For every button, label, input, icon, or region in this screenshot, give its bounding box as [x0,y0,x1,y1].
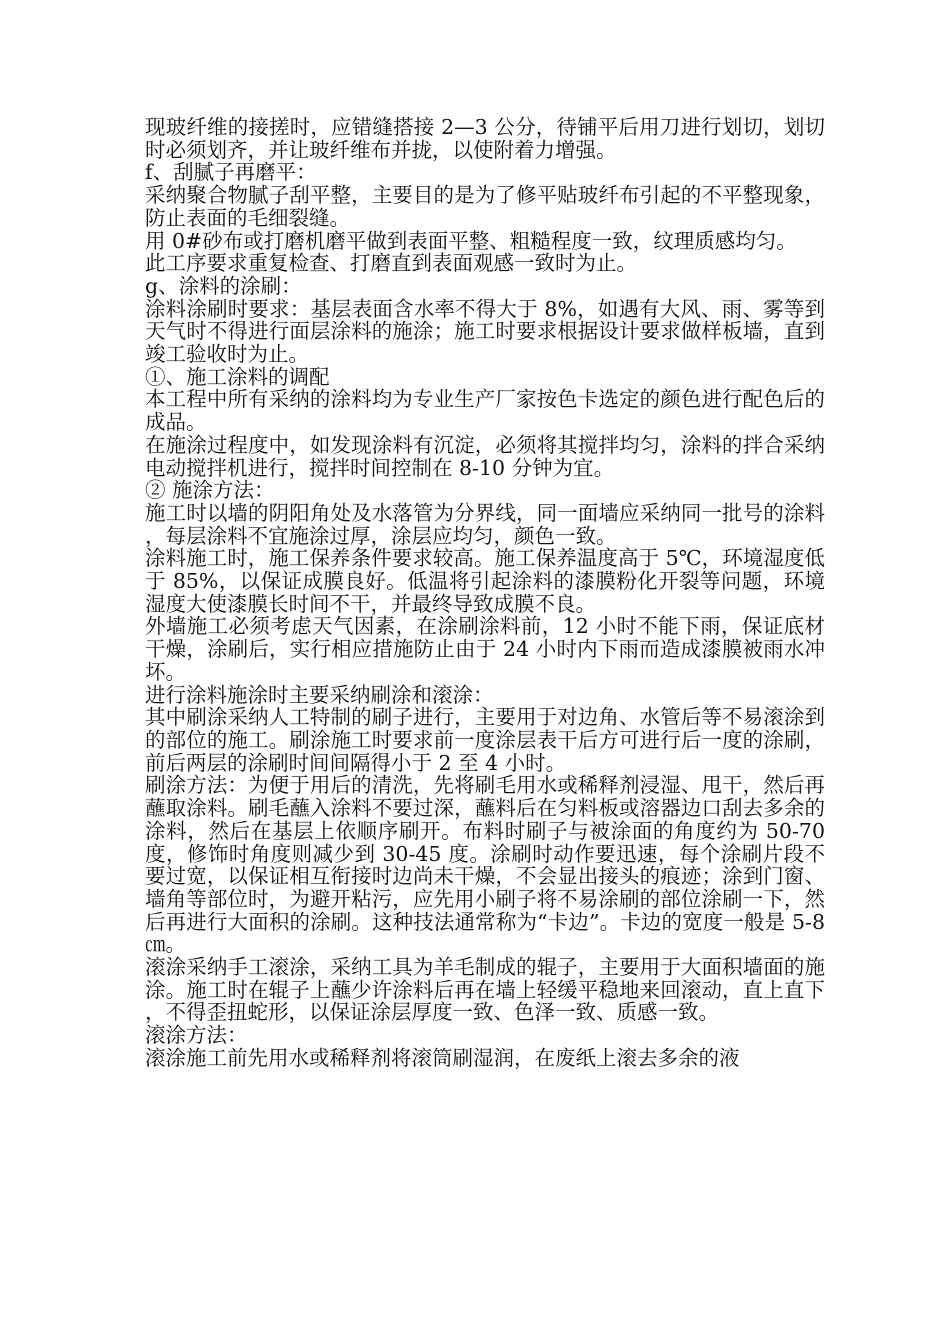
heading-rolling-method: 滚涂方法： [145,1023,248,1048]
document-body [145,116,825,1070]
paragraph-brushing: 其中刷涂采纳人工特制的刷子进行，主要用于对边角、水管后等不易滚涂到的部位的施工。刷涂施工时要求前一度涂层表干后方可进行后一度的涂刷，前后两层的涂刷时间间隔得小于 2 至 4 小时。 [145,705,825,775]
paragraph-coating-requirements: 涂料涂刷时要求：基层表面含水率不得大于 8%，如遇有大风、雨、雾等到天气时不得进行面层涂料的施涂；施工时要求根据设计要求做样板墙，直到竣工验收时为止。 [145,296,825,367]
paragraph-repeat-check: 此工序要求重复检查、打磨直到表面观感一致时为止。 [145,251,637,276]
paragraph-brushing-method: 刷涂方法：为便于用后的清洗，先将刷毛用水或稀释剂浸湿、甩干，然后再蘸取涂料。刷毛蘸入涂料不要过深，蘸料后在匀料板或溶器边口刮去多余的涂料，然后在基层上依顺序刷开。布料时刷子与被涂面的角度约为 50-70 度，修饰时角度则减少到 30-45 度。涂刷时动作要迅速，每个涂刷片段不要过宽，以保证相互衔接时边尚未干燥，不会显出接头的痕迹；涂到门窗、墙角等部位时，为避开粘污，应先用小刷子将不易涂刷的部位涂刷一下，然后再进行大面积的涂刷。这种技法通常称为“卡边”。卡边的宽度一般是 5-8㎝。 [145,773,825,957]
paragraph-weather: 外墙施工必须考虑天气因素，在涂刷涂料前，12 小时不能下雨，保证底材干燥，涂刷后，实行相应措施防止由于 24 小时内下雨而造成漆膜被雨水冲坏。 [145,614,825,684]
paragraph-sanding: 用 0#砂布或打磨机磨平做到表面平整、粗糙程度一致，纹理质感均匀。 [145,228,797,253]
paragraph-rolling: 滚涂采纳手工滚涂，采纳工具为羊毛制成的辊子，主要用于大面积墙面的施涂。施工时在辊子上蘸少许涂料后再在墙上轻缓平稳地来回滚动，直上直下，不得歪扭蛇形，以保证涂层厚度一致、色泽一致、质感一致。 [145,955,825,1025]
paragraph-rolling-prep: 滚涂施工前先用水或稀释剂将滚筒刷湿润，在废纸上滚去多余的液 [145,1045,740,1070]
heading-coating-application: g、涂料的涂刷： [145,273,302,298]
paragraph-curing-conditions: 涂料施工时，施工保养条件要求较高。施工保养温度高于 5℃，环境湿度低于 85%，以保证成膜良好。低温将引起涂料的漆膜粉化开裂等问题，环境湿度大使漆膜长时间不干，并最终导致成膜不良。 [145,546,825,616]
paragraph-boundary-lines: 施工时以墙的阴阳角处及水落管为分界线，同一面墙应采纳同一批号的涂料，每层涂料不宜施涂过厚，涂层应均匀，颜色一致。 [145,500,825,548]
heading-application-method: ② 施涂方法： [145,478,275,503]
paragraph-brush-roll-intro: 进行涂料施涂时主要采纳刷涂和滚涂： [145,682,494,707]
paragraph-factory-color: 本工程中所有采纳的涂料均为专业生产厂家按色卡选定的颜色进行配色后的成品。 [145,387,825,435]
paragraph-polymer-putty: 采纳聚合物腻子刮平整，主要目的是为了修平贴玻纤布引起的不平整现象，防止表面的毛细裂缝。 [145,183,825,230]
heading-coating-mixing: ①、施工涂料的调配 [145,364,330,389]
paragraph-stirring: 在施涂过程度中，如发现涂料有沉淀，必须将其搅拌均匀，涂料的拌合采纳电动搅拌机进行，搅拌时间控制在 8-10 分钟为宜。 [145,432,825,480]
paragraph-joint-overlap: 现玻纤维的接搓时，应错缝搭接 2—3 公分，待铺平后用刀进行划切，划切时必须划齐，并让玻纤维布并拢，以使附着力增强。 [145,115,825,162]
heading-putty-sanding: f、刮腻子再磨平： [145,160,317,185]
